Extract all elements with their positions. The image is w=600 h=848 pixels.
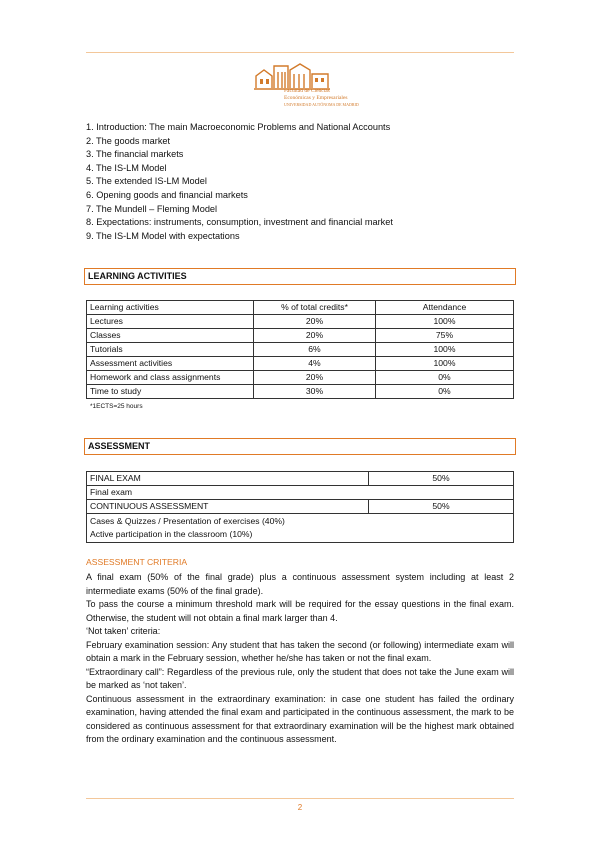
list-item: 4. The IS-LM Model <box>86 162 167 173</box>
footer-rule <box>86 798 514 799</box>
criteria-paragraph: To pass the course a minimum threshold mark will be required for the essay questions in the final exam. Otherwise, the student will not obtain a final mark larger than 4. <box>86 599 514 623</box>
list-item: 7. The Mundell – Fleming Model <box>86 203 218 214</box>
assessment-table <box>86 471 514 543</box>
table-cell: Homework and class assignments <box>87 371 254 385</box>
building-logo-icon <box>254 60 346 90</box>
criteria-paragraph: “Extraordinary call”: Regardless of the previous rule, only the student that does not take the June exam will be marked as ‘not taken’. <box>86 666 514 690</box>
criteria-paragraph: A final exam (50% of the final grade) plus a continuous assessment system including at least 2 intermediate exams (50% of the final grade). <box>86 572 514 596</box>
table-cell: 30% <box>254 385 376 399</box>
table-row <box>87 343 514 357</box>
column-header: % of total credits* <box>254 301 376 315</box>
logo-line-3: UNIVERSIDAD AUTÓNOMA DE MADRID <box>284 102 359 107</box>
list-item: 2. The goods market <box>86 135 171 146</box>
table-cell: 75% <box>376 329 514 343</box>
column-header: Attendance <box>376 301 514 315</box>
continuous-assessment-label: CONTINUOUS ASSESSMENT <box>87 500 369 514</box>
list-item: 8. Expectations: instruments, consumption, investment and financial market <box>86 217 393 228</box>
table-cell: 0% <box>376 385 514 399</box>
list-item: 6. Opening goods and financial markets <box>86 189 248 200</box>
assessment-criteria-title: ASSESSMENT CRITERIA <box>86 557 188 567</box>
table-cell: 6% <box>254 343 376 357</box>
table-cell: 100% <box>376 315 514 329</box>
learning-activities-table <box>86 300 514 399</box>
table-row <box>87 357 514 371</box>
criteria-paragraph: Continuous assessment in the extraordinary examination: in case one student has failed the ordinary examination, having attended the final exam and participated in the continuous assessment, the mark to be considered as continuous assessment for that extraordinary examination will be the highest mark obtained from the ordinary examination and the continuous assessment. <box>86 693 514 744</box>
table-cell: 4% <box>254 357 376 371</box>
logo-line-2: Económicas y Empresariales <box>284 95 348 101</box>
final-exam-label: FINAL EXAM <box>87 472 369 486</box>
table-cell: 20% <box>254 371 376 385</box>
table-cell: 20% <box>254 329 376 343</box>
learning-activities-header: LEARNING ACTIVITIES <box>84 268 516 285</box>
table-cell: Time to study <box>87 385 254 399</box>
criteria-paragraph: ‘Not taken’ criteria: <box>86 626 161 636</box>
table-row <box>87 329 514 343</box>
page-number: 2 <box>297 803 303 812</box>
continuous-assessment-percentage: 50% <box>369 500 514 514</box>
table-row <box>87 472 514 486</box>
list-item: 1. Introduction: The main Macroeconomic Problems and National Accounts <box>86 122 391 132</box>
table-row <box>87 315 514 329</box>
faculty-logo <box>254 60 359 112</box>
column-header: Learning activities <box>87 301 254 315</box>
topic-list <box>86 121 393 243</box>
table-cell: 100% <box>376 343 514 357</box>
logo-line-1: Facultad de Ciencias <box>284 88 330 94</box>
table-row <box>87 514 514 543</box>
table-row <box>87 385 514 399</box>
table-header-row <box>87 301 514 315</box>
table-cell: 0% <box>376 371 514 385</box>
list-item: 3. The financial markets <box>86 149 184 160</box>
assessment-criteria-body <box>86 571 514 747</box>
continuous-detail-line: Active participation in the classroom (10%) <box>90 529 253 539</box>
final-exam-detail: Final exam <box>87 486 514 500</box>
continuous-assessment-detail <box>87 514 514 543</box>
list-item: 5. The extended IS-LM Model <box>86 176 207 187</box>
criteria-paragraph: February examination session: Any student that has taken the second (or following) intermediate exam will obtain a mark in the February session, whether he/she has taken or not the final exam. <box>86 639 514 663</box>
table-cell: Assessment activities <box>87 357 254 371</box>
table-cell: Lectures <box>87 315 254 329</box>
table-cell: 100% <box>376 357 514 371</box>
credits-footnote: *1ECTS=25 hours <box>90 403 143 410</box>
table-row <box>87 371 514 385</box>
table-row <box>87 486 514 500</box>
table-cell: Classes <box>87 329 254 343</box>
header-rule <box>86 52 514 53</box>
table-row <box>87 500 514 514</box>
table-cell: 20% <box>254 315 376 329</box>
table-cell: Tutorials <box>87 343 254 357</box>
list-item: 9. The IS-LM Model with expectations <box>86 230 240 241</box>
continuous-detail-line: Cases & Quizzes / Presentation of exercises (40%) <box>90 516 285 526</box>
final-exam-percentage: 50% <box>369 472 514 486</box>
assessment-header: ASSESSMENT <box>84 438 516 455</box>
